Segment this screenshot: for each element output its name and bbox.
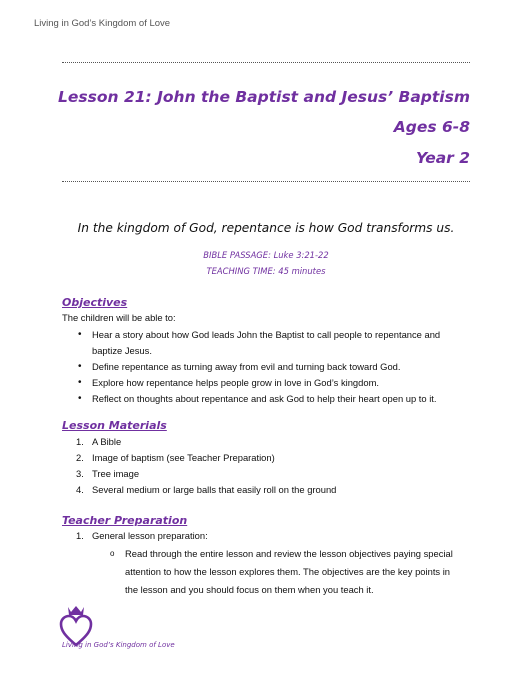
title-divider <box>62 181 470 182</box>
top-divider <box>62 62 470 63</box>
preparation-subitem: o Read through the entire lesson and review the lesson objectives paying special attention to how the lesson explores them. The objectives are the key points in the lesson and you should focus on them when you teach it. <box>62 545 468 599</box>
preparation-list <box>62 528 462 544</box>
objectives-heading: Objectives <box>62 296 128 309</box>
teaching-time: TEACHING TIME: 45 minutes <box>206 266 326 276</box>
preparation-item: 1. General lesson preparation: <box>76 530 208 541</box>
objective-item: • Hear a story about how God leads John the Baptist to call people to repentance and baptize Jesus. <box>62 327 462 359</box>
objective-item: • Explore how repentance helps people grow in love in God’s kingdom. <box>62 375 462 391</box>
material-item: 2. Image of baptism (see Teacher Preparation) <box>76 452 275 463</box>
objective-item: • Define repentance as turning away from evil and turning back toward God. <box>62 359 462 375</box>
material-item: 4. Several medium or large balls that easily roll on the ground <box>76 484 337 495</box>
lesson-title: Lesson 21: John the Baptist and Jesus’ Baptism <box>58 88 470 106</box>
material-item: 3. Tree image <box>76 468 140 479</box>
material-item: 1. A Bible <box>76 436 122 447</box>
objective-item: • Reflect on thoughts about repentance and ask God to help their heart open up to it. <box>62 391 462 407</box>
lesson-motto: In the kingdom of God, repentance is how God transforms us. <box>77 221 455 235</box>
bible-passage: BIBLE PASSAGE: Luke 3:21-22 <box>203 250 329 260</box>
sub-bullet: o <box>110 549 115 558</box>
year-label: Year 2 <box>415 149 470 167</box>
running-header: Living in God’s Kingdom of Love <box>34 18 171 29</box>
objectives-intro: The children will be able to: <box>62 312 176 323</box>
preparation-heading: Teacher Preparation <box>62 514 188 527</box>
materials-heading: Lesson Materials <box>62 419 167 432</box>
materials-list <box>62 434 462 498</box>
footer-title: Living in God’s Kingdom of Love <box>62 641 175 649</box>
objectives-list <box>62 327 462 407</box>
ages-label: Ages 6-8 <box>393 118 470 136</box>
